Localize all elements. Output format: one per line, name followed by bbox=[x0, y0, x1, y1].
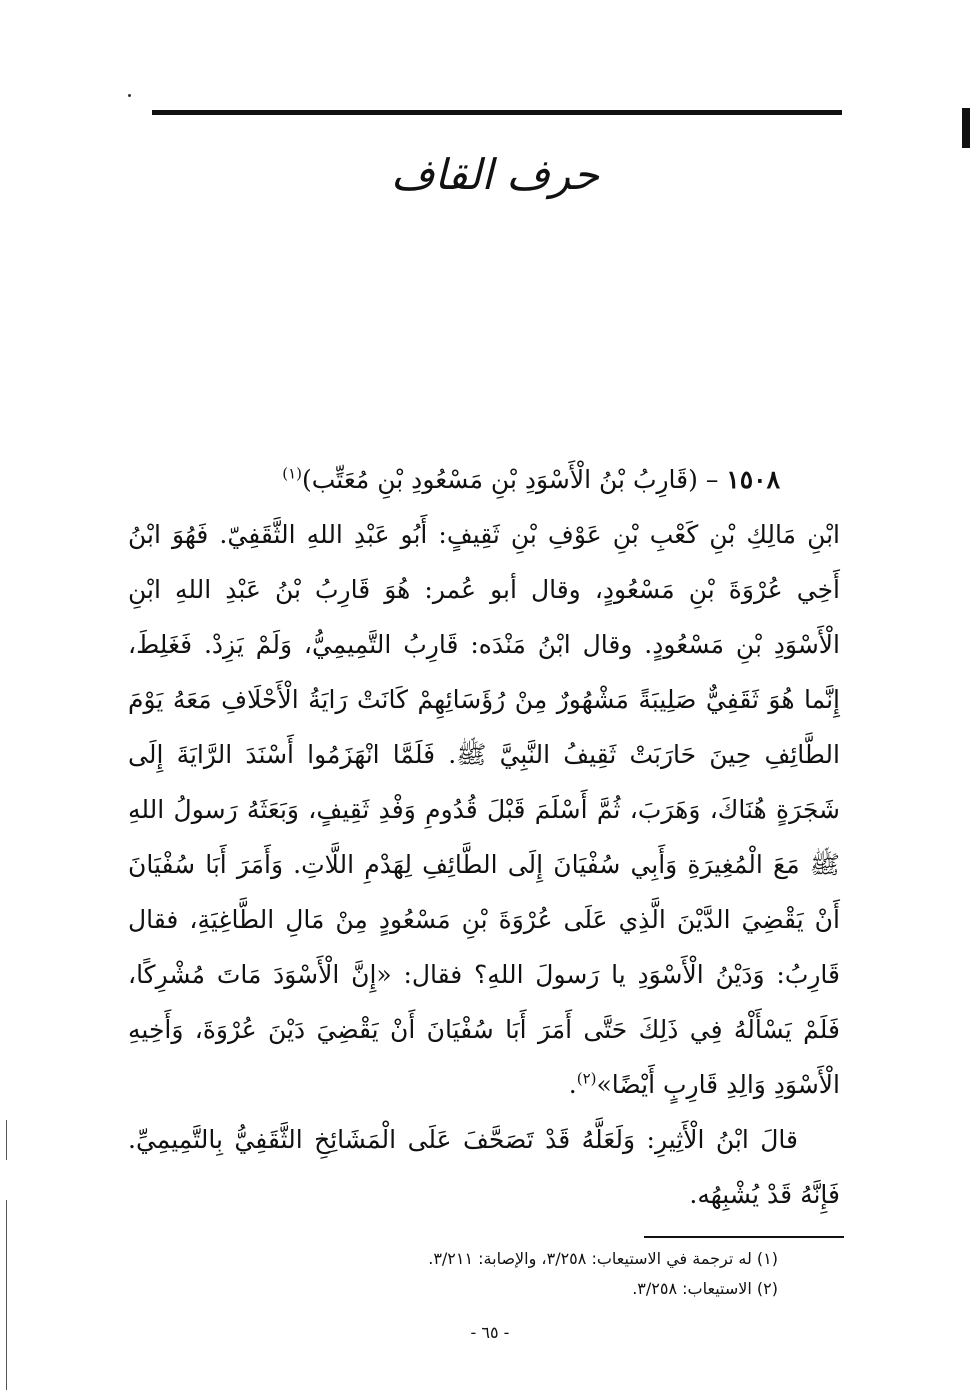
closing-paragraph: قالَ ابْنُ الْأَثِيرِ: وَلَعَلَّهُ قَدْ تَصَحَّفَ عَلَى الْمَشَائِخِ الثَّقَفِيُّ بِالتَّمِيمِيِّ. فَإِنَّهُ قَدْ يُشْبِهُه. bbox=[128, 1125, 840, 1209]
scan-speck bbox=[128, 94, 131, 97]
footnote: (١) له ترجمة في الاستيعاب: ٣/٢٥٨، والإصابة: ٣/٢١١. bbox=[428, 1249, 778, 1268]
entry-number: ١٥٠٨ bbox=[726, 465, 780, 494]
footnotes bbox=[300, 1244, 778, 1304]
footnote-marker: (٢) bbox=[576, 1069, 597, 1088]
header-rule bbox=[152, 110, 842, 115]
page-edge-mark bbox=[962, 108, 970, 148]
footnote-marker: (١) bbox=[282, 464, 302, 483]
scan-margin-line bbox=[6, 1200, 7, 1390]
entry-name: (قَارِبُ بْنُ الْأَسْوَدِ بْنِ مَسْعُودِ بْنِ مُعَتِّب) bbox=[302, 465, 698, 494]
entry-heading bbox=[128, 452, 840, 507]
footnote: (٢) الاستيعاب: ٣/٢٥٨. bbox=[632, 1279, 778, 1298]
chapter-title: حرف القاف bbox=[390, 150, 600, 199]
scan-margin-line bbox=[6, 1120, 7, 1160]
entry-body bbox=[128, 452, 840, 1222]
page-number: - ٦٥ - bbox=[470, 1323, 510, 1342]
footnote-rule bbox=[644, 1236, 844, 1238]
biography-text: ابْنِ مَالِكِ بْنِ كَعْبِ بْنِ عَوْفِ بْنِ ثَقِيفٍ: أَبُو عَبْدِ اللهِ الثَّقَفِيّ. فَهُوَ ابْنُ أَخِي عُرْوَةَ بْنِ مَسْعُودٍ، وقال أبو عُمر: هُوَ قَارِبُ بْنُ عَبْدِ اللهِ ابْنِ الْأَسْوَدِ بْنِ مَسْعُودٍ. وقال ابْنُ مَنْدَه: قَارِبُ التَّمِيمِيُّ، وَلَمْ يَزِدْ. فَغَلِطَ، إِنَّما هُوَ ثَقَفِيٌّ صَلِيبَةً مَشْهُورٌ مِنْ رُؤَسَائِهِمْ كَانَتْ رَايَةُ الْأَحْلَافِ مَعَهُ يَوْمَ الطَّائِفِ حِينَ حَارَبَتْ ثَقِيفُ النَّبِيَّ ﷺ. فَلَمَّا انْهَزَمُوا أَسْنَدَ الرَّايَةَ إِلَى شَجَرَةٍ هُنَاكَ، وَهَرَبَ، ثُمَّ أَسْلَمَ قَبْلَ قُدُومِ وَفْدِ ثَقِيفٍ، وَبَعَثَهُ رَسولُ اللهِ ﷺ مَعَ الْمُغِيرَةِ وَأَبِي سُفْيَانَ إِلَى الطَّائِفِ لِهَدْمِ اللَّاتِ. وَأَمَرَ أَبَا سُفْيَانَ أَنْ يَقْضِيَ الدَّيْنَ الَّذِي عَلَى عُرْوَةَ بْنِ مَسْعُودٍ مِنْ مَالِ الطَّاغِيَةِ، فقال قَارِبُ: وَدَيْنُ الْأَسْوَدِ يا رَسولَ اللهِ؟ فقال: «إِنَّ الْأَسْوَدَ مَاتَ مُشْرِكًا، فَلَمْ يَسْأَلْهُ فِي ذَلِكَ حَتَّى أَمَرَ أَبَا سُفْيَانَ أَنْ يَقْضِيَ دَيْنَ عُرْوَةَ، وَأَخِيهِ الْأَسْوَدِ وَالِدِ قَارِبٍ أَيْضًا» bbox=[128, 520, 840, 1099]
entry-dash: – bbox=[705, 465, 719, 494]
biography-paragraph: ابْنِ مَالِكِ بْنِ كَعْبِ بْنِ عَوْفِ بْنِ ثَقِيفٍ: أَبُو عَبْدِ اللهِ الثَّقَفِيّ. فَهُوَ ابْنُ أَخِي عُرْوَةَ بْنِ مَسْعُودٍ، وقال أبو عُمر: هُوَ قَارِبُ بْنُ عَبْدِ اللهِ ابْنِ الْأَسْوَدِ بْنِ مَسْعُودٍ. وقال ابْنُ مَنْدَه: قَارِبُ التَّمِيمِيُّ، وَلَمْ يَزِدْ. فَغَلِطَ، إِنَّما هُوَ ثَقَفِيٌّ صَلِيبَةً مَشْهُورٌ مِنْ رُؤَسَائِهِمْ كَانَتْ رَايَةُ الْأَحْلَافِ مَعَهُ يَوْمَ الطَّائِفِ حِينَ حَارَبَتْ ثَقِيفُ النَّبِيَّ ﷺ. فَلَمَّا انْهَزَمُوا أَسْنَدَ الرَّايَةَ إِلَى شَجَرَةٍ هُنَاكَ، وَهَرَبَ، ثُمَّ أَسْلَمَ قَبْلَ قُدُومِ وَفْدِ ثَقِيفٍ، وَبَعَثَهُ رَسولُ اللهِ ﷺ مَعَ الْمُغِيرَةِ وَأَبِي سُفْيَانَ إِلَى الطَّائِفِ لِهَدْمِ اللَّاتِ. وَأَمَرَ أَبَا سُفْيَانَ أَنْ يَقْضِيَ الدَّيْنَ الَّذِي عَلَى عُرْوَةَ بْنِ مَسْعُودٍ مِنْ مَالِ الطَّاغِيَةِ، فقال قَارِبُ: وَدَيْنُ الْأَسْوَدِ يا رَسولَ اللهِ؟ فقال: «إِنَّ الْأَسْوَدَ مَاتَ مُشْرِكًا، فَلَمْ يَسْأَلْهُ فِي ذَلِكَ حَتَّى أَمَرَ أَبَا سُفْيَانَ أَنْ يَقْضِيَ دَيْنَ عُرْوَةَ، وَأَخِيهِ الْأَسْوَدِ وَالِدِ قَارِبٍ أَيْضًا»$^{(٢)}$. bbox=[128, 520, 840, 1099]
